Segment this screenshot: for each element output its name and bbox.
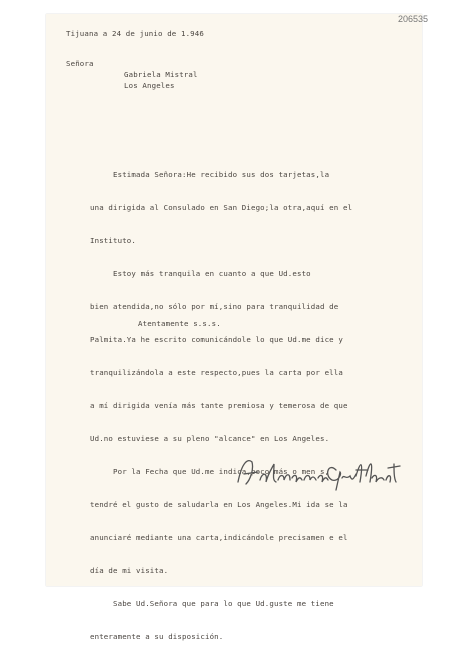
letter-body	[90, 147, 352, 653]
body-line: Sabe Ud.Señora que para lo que Ud.guste me tiene	[90, 599, 334, 608]
body-line: Por la Fecha que Ud.me indica,poco más o men s,	[90, 467, 330, 476]
date-line: Tijuana a 24 de junio de 1.946	[66, 29, 204, 38]
body-line: una dirigida al Consulado en San Diego;la otra,aquí en el	[90, 203, 353, 212]
recipient-name: Gabriela Mistral	[124, 70, 198, 79]
handwritten-signature	[232, 452, 402, 496]
body-line: bien atendida,no sólo por mí,sino para tranquilidad de	[90, 302, 339, 311]
recipient-city: Los Angeles	[124, 81, 175, 90]
body-line: Ud.no estuviese a su pleno "alcance" en Los Angeles.	[90, 434, 330, 443]
body-line: Palmita.Ya he escrito comunicándole lo que Ud.me dice y	[90, 335, 343, 344]
catalog-number: 206535	[398, 14, 429, 24]
body-line: Estoy más tranquila en cuanto a que Ud.esto	[90, 269, 311, 278]
body-line: día de mi visita.	[90, 566, 169, 575]
body-line: Estimada Señora:He recibido sus dos tarjetas,la	[90, 170, 330, 179]
body-line: a mí dirigida venía más tante premiosa y temerosa de que	[90, 401, 348, 410]
salutation-heading: Señora	[66, 59, 94, 68]
body-line: tendré el gusto de saludarla en Los Angeles.Mi ida se la	[90, 500, 348, 509]
closing: Atentamente s.s.s.	[138, 319, 221, 328]
body-line: enteramente a su disposición.	[90, 632, 224, 641]
body-line: Instituto.	[90, 236, 136, 245]
signature-graphic	[232, 452, 402, 492]
body-line: anunciaré mediante una carta,indicándole precisamen e el	[90, 533, 348, 542]
body-line: tranquilizándola a este respecto,pues la carta por ella	[90, 368, 343, 377]
